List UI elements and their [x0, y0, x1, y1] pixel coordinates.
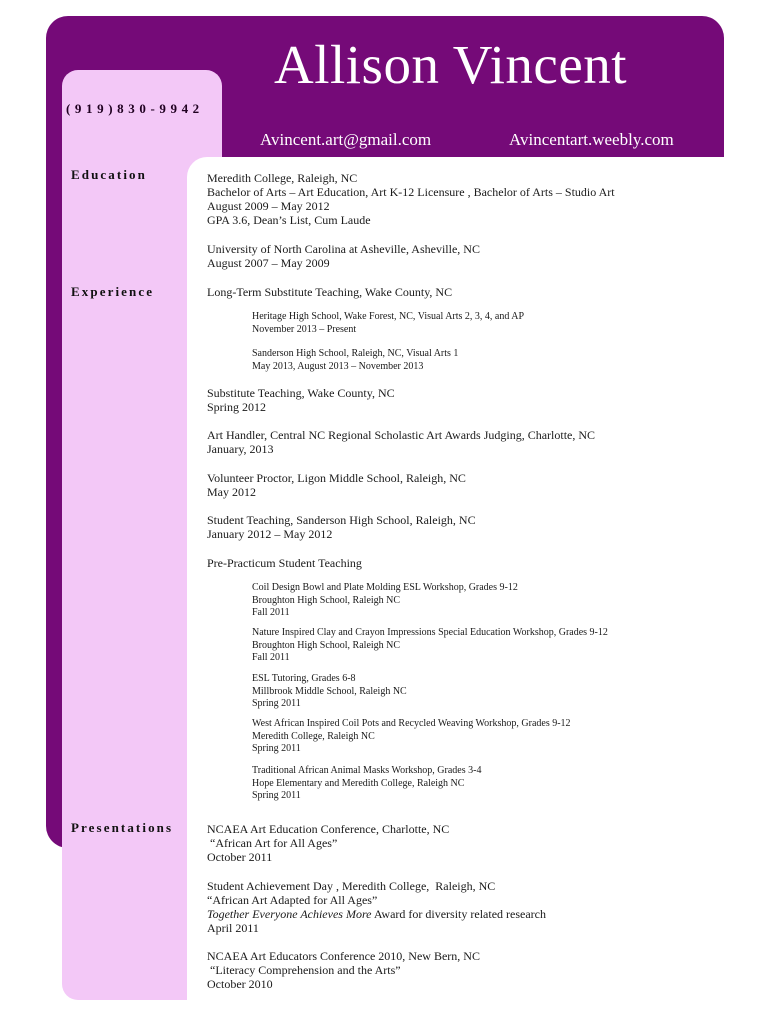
entry-line: Hope Elementary and Meredith College, Raleigh NC [252, 777, 465, 789]
entry-line: April 2011 [207, 921, 259, 935]
award-line [207, 907, 546, 921]
entry-line: Student Achievement Day , Meredith College, Raleigh, NC [207, 879, 496, 893]
experience-subentry [252, 718, 571, 756]
entry-line: November 2013 – Present [252, 323, 357, 335]
entry-line: “Literacy Comprehension and the Arts” [207, 963, 401, 977]
entry-line: Long-Term Substitute Teaching, Wake County, NC [207, 285, 453, 299]
experience-subentry [252, 311, 524, 336]
entry-line: Fall 2011 [252, 607, 290, 619]
entry-line: Broughton High School, Raleigh NC [252, 639, 401, 651]
section-title-presentations: Presentations [71, 820, 174, 835]
entry-line: Traditional African Animal Masks Workshop, Grades 3-4 [252, 765, 482, 776]
website-url[interactable]: Avincentart.weebly.com [509, 130, 674, 149]
person-name: Allison Vincent [274, 34, 628, 95]
award-title: Together Everyone Achieves More [207, 907, 372, 921]
entry-line: Bachelor of Arts – Art Education, Art K-12 Licensure , Bachelor of Arts – Studio Art [207, 185, 615, 199]
presentation-entry [207, 949, 480, 991]
entry-line: Heritage High School, Wake Forest, NC, Visual Arts 2, 3, 4, and AP [252, 311, 525, 322]
experience-entry [207, 556, 362, 570]
entry-line: “African Art Adapted for All Ages” [207, 893, 378, 907]
experience-entry [207, 471, 466, 499]
entry-line: Meredith College, Raleigh, NC [207, 171, 358, 185]
experience-subentry [252, 627, 608, 665]
education-entry [207, 242, 480, 270]
presentation-entry [207, 822, 449, 864]
entry-line: ESL Tutoring, Grades 6-8 [252, 673, 356, 684]
entry-line: West African Inspired Coil Pots and Recycled Weaving Workshop, Grades 9-12 [252, 718, 571, 729]
entry-line: Pre-Practicum Student Teaching [207, 556, 362, 570]
entry-line: Meredith College, Raleigh NC [252, 730, 375, 742]
entry-line: August 2009 – May 2012 [207, 199, 330, 213]
entry-line: October 2010 [207, 977, 273, 991]
entry-line: Fall 2011 [252, 652, 290, 664]
section-title-education: Education [71, 167, 147, 182]
entry-line: August 2007 – May 2009 [207, 256, 330, 270]
entry-line: Substitute Teaching, Wake County, NC [207, 386, 395, 400]
award-rest: Award for diversity related research [371, 907, 547, 921]
entry-line: January, 2013 [207, 442, 274, 456]
entry-line: “African Art for All Ages” [207, 836, 338, 850]
entry-line: Millbrook Middle School, Raleigh NC [252, 685, 407, 697]
entry-line: October 2011 [207, 850, 273, 864]
entry-line: Sanderson High School, Raleigh, NC, Visual Arts 1 [252, 348, 459, 359]
entry-line: Spring 2011 [252, 743, 301, 755]
experience-entry [207, 428, 595, 456]
entry-line: May 2013, August 2013 – November 2013 [252, 360, 424, 372]
entry-line: NCAEA Art Educators Conference 2010, New Bern, NC [207, 949, 480, 963]
entry-line: May 2012 [207, 485, 256, 499]
entry-line: Volunteer Proctor, Ligon Middle School, Raleigh, NC [207, 471, 466, 485]
experience-entry [207, 285, 452, 299]
email-address[interactable]: Avincent.art@gmail.com [260, 130, 432, 149]
experience-subentry [252, 348, 458, 373]
entry-line: Student Teaching, Sanderson High School, Raleigh, NC [207, 513, 476, 527]
entry-line: Spring 2011 [252, 698, 301, 710]
entry-line: NCAEA Art Education Conference, Charlotte, NC [207, 822, 450, 836]
education-entry [207, 171, 615, 227]
entry-line: Art Handler, Central NC Regional Scholastic Art Awards Judging, Charlotte, NC [207, 428, 596, 442]
entry-line: Coil Design Bowl and Plate Molding ESL Workshop, Grades 9-12 [252, 582, 518, 593]
experience-subentry [252, 673, 407, 711]
entry-line: Nature Inspired Clay and Crayon Impressions Special Education Workshop, Grades 9-12 [252, 627, 608, 638]
presentation-entry [207, 879, 546, 935]
entry-line: Spring 2011 [252, 790, 301, 802]
entry-line: GPA 3.6, Dean’s List, Cum Laude [207, 213, 371, 227]
section-title-experience: Experience [71, 284, 155, 299]
experience-entry [207, 513, 476, 541]
experience-subentry [252, 765, 481, 803]
entry-line: Broughton High School, Raleigh NC [252, 594, 401, 606]
phone-number: (919)830-9942 [66, 101, 204, 116]
entry-line: January 2012 – May 2012 [207, 527, 333, 541]
entry-line: University of North Carolina at Asheville, Asheville, NC [207, 242, 480, 256]
entry-line: Spring 2012 [207, 400, 267, 414]
experience-subentry [252, 582, 518, 620]
experience-entry [207, 386, 395, 414]
